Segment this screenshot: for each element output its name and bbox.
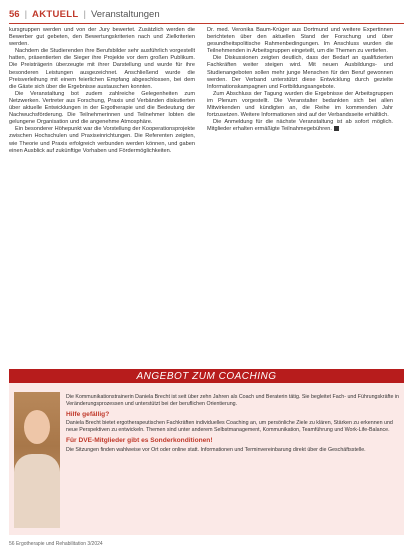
left-column: [9, 27, 195, 155]
left-paragraph-1: kursgruppen werden und von der Jury bewertet. Zusätzlich werden die Bewerber gut gebeten, den Bewertungskriterien nach und Zielkriterien werden.: [9, 27, 195, 48]
header-separator-2: |: [83, 8, 86, 20]
page-number: 56: [9, 8, 20, 20]
ad-heading-1: Hilfe gefällig?: [66, 410, 110, 418]
portrait-body: [14, 454, 60, 528]
portrait-face: [24, 410, 50, 444]
right-column: [207, 27, 393, 133]
right-paragraph-3: Zum Abschluss der Tagung wurden die Ergebnisse der Arbeitsgruppen im Plenum vorgestellt. Die Veranstalter bedankten sich bei allen Mitwirkenden und kündigten an, die Reihe im kommenden Jahr fortzusetzen. Weitere Informationen sind auf der Verbandsseite erhältlich.: [207, 90, 393, 119]
portrait-photo: [14, 392, 60, 528]
header-rule: [9, 23, 404, 24]
section-label: AKTUELL: [32, 8, 79, 20]
topic-label: Veranstaltungen: [90, 8, 160, 20]
page-header: [9, 7, 404, 21]
left-paragraph-3: Die Veranstaltung bot zudem zahlreiche Gelegenheiten zum Netzwerken. Vertreter aus Forschung, Praxis und Verbänden diskutierten über aktuelle Entwicklungen in der Ergotherapie und die Bedeutung der Nachwuchsförderung. Die Teilnehmerinnen und Teilnehmer lobten die gelungene Organisation und die angenehme Atmosphäre.: [9, 90, 195, 126]
article-end-mark: [334, 126, 339, 131]
ad-text-2: Die Sitzungen finden wahlweise vor Ort oder online statt. Informationen und Terminvereinbarung direkt über die Geschäftsstelle.: [66, 446, 366, 453]
left-paragraph-4: Ein besonderer Höhepunkt war die Vorstellung der Kooperationsprojekte zwischen Hochschulen und Praxiseinrichtungen. Die Referenten zeigten, wie Theorie und Praxis erfolgreich verbunden werden können, und gaben einen Ausblick auf zukünftige Vorhaben und Fördermöglichkeiten.: [9, 126, 195, 154]
ad-intro: Die Kommunikationstrainerin Daniela Brecht ist seit über zehn Jahren als Coach und Beraterin tätig. Sie begleitet Fach- und Führungskräfte in Veränderungsprozessen und unterstützt bei der beruflichen Orientierung.: [66, 394, 399, 407]
right-paragraph-4: [207, 119, 393, 133]
right-paragraph-1: Dr. med. Veronika Baum-Krüger aus Dortmund und weitere Expertinnen berichteten über den aktuellen Stand der Forschung und über gesundheitspolitische Rahmenbedingungen. Im Anschluss wurden die Teilnehmenden in Arbeitsgruppen eingeteilt, um die Themen zu vertiefen.: [207, 27, 393, 55]
header-separator: |: [24, 8, 28, 20]
ad-banner: ANGEBOT ZUM COACHING: [9, 369, 404, 383]
ad-text-1: Daniela Brecht bietet ergotherapeutischen Fachkräften individuelles Coaching an, um persönliche Ziele zu klären, Stärken zu erkennen und neue Perspektiven zu entwickeln. Themen sind unter anderem Selbstmanagement, Kommunikation, Teamführung und Work-Life-Balance.: [66, 420, 393, 434]
right-paragraph-4-text: Die Anmeldung für die nächste Veranstaltung ist ab sofort möglich. Mitglieder erhalten ermäßigte Teilnahmegebühren.: [207, 119, 393, 133]
right-paragraph-2: Die Diskussionen zeigten deutlich, dass der Bedarf an qualifizierten Fachkräften weiter steigen wird. Mit neuen Ausbildungs- und Studienangeboten sollen mehr junge Menschen für den Beruf gewonnen werden. Der Verband unterstützt diese Entwicklung durch gezielte Informationskampagnen und Fortbildungsangebote.: [207, 55, 393, 90]
page-footer: 56 Ergotherapie und Rehabilitation 3/2024: [9, 541, 103, 547]
left-paragraph-2: Nachdem die Studierenden ihre Berufsbilder sehr ausführlich vorgestellt hatten, präsentierten die Sieger ihre Projekte vor dem großen Publikum. Die Preisträgerin überzeugte mit ihrer Darstellung und wurde für ihre besonderen Leistungen ausgezeichnet. Anschließend wurde die Preisverleihung mit einem feierlichen Empfang abgeschlossen, bei dem die Gäste sich über die Ergebnisse austauschen konnten.: [9, 48, 195, 90]
ad-heading-2: Für DVE-Mitglieder gibt es Sonderkonditionen!: [66, 436, 213, 444]
ad-text: [66, 394, 399, 457]
